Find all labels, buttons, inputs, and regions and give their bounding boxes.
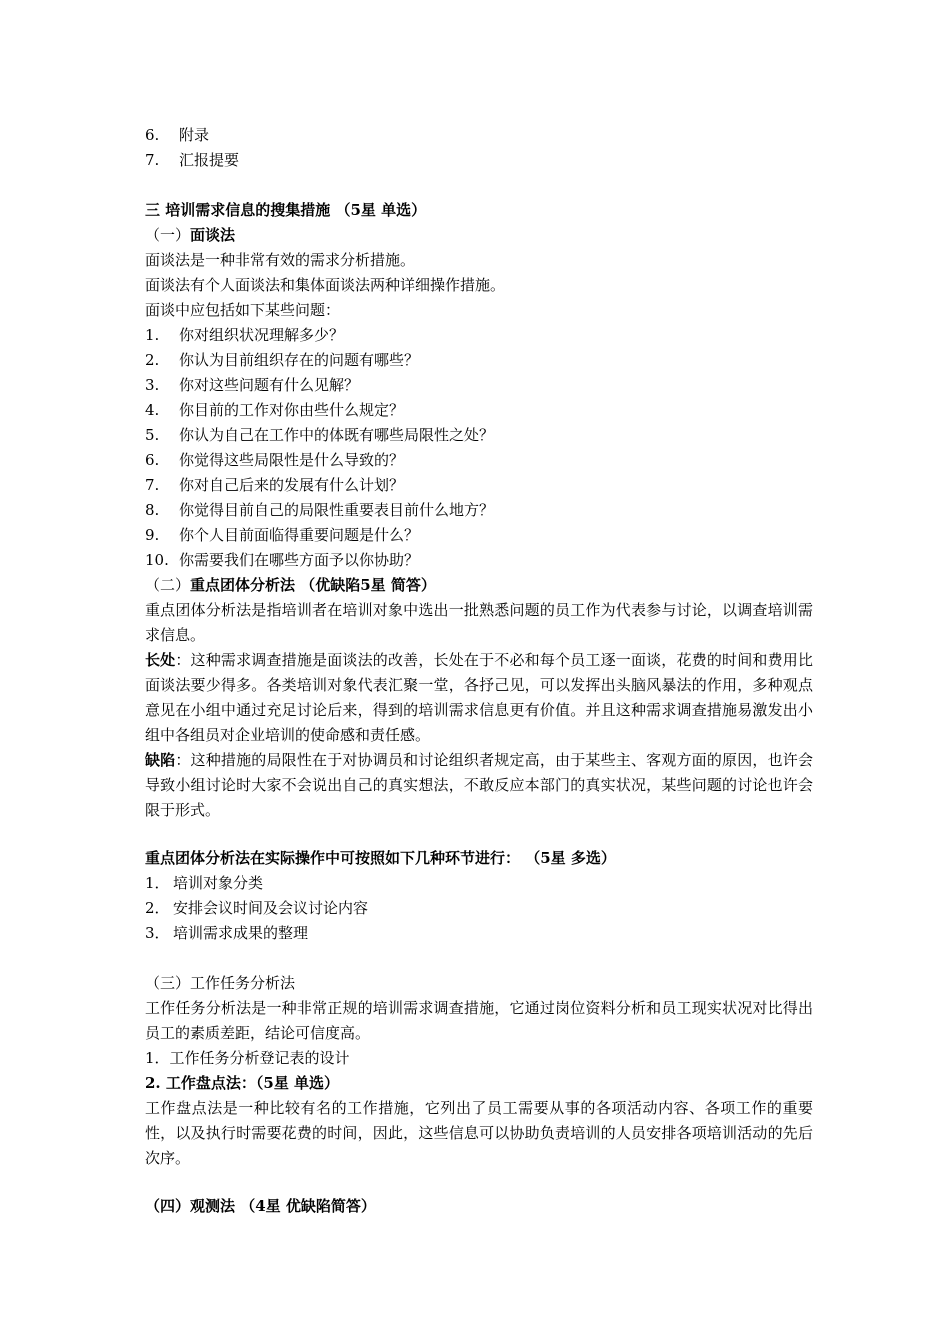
question-text: 你目前的工作对你由些什么规定？ [179, 401, 405, 419]
question-item [145, 448, 815, 473]
question-item [145, 473, 815, 498]
question-text: 你对这些问题有什么见解？ [179, 376, 360, 394]
question-number: 10. [145, 551, 169, 569]
section-heading: 三 培训需求信息的搜集措施 （5星 单选） [145, 201, 427, 219]
pros-text: ：这种需求调查措施是面谈法的改善，长处在于不必和每个员工逐一面谈，花费的时间和费用比面谈法要少得多。各类培训对象代表汇聚一堂，各抒己见，可以发挥出头脑风暴法的作用，多种观点意见在小组中通过充足讨论后来，得到的培训需求信息更有价值。并且这种需求调查措施易激发出小组中各组员对企业培训的使命感和责任感。 [145, 651, 813, 744]
step-item [145, 896, 815, 921]
subsection-heading: （四）观测法 （4星 优缺陷简答） [145, 1197, 376, 1215]
list-number: 6. [145, 126, 160, 144]
question-text: 你认为自己在工作中的体既有哪些局限性之处？ [179, 426, 495, 444]
question-text: 你个人目前面临得重要问题是什么？ [179, 526, 420, 544]
question-item [145, 348, 815, 373]
question-item [145, 398, 815, 423]
step-item [145, 921, 815, 946]
question-number: 8. [145, 501, 160, 519]
paragraph-line: 面谈法有个人面谈法和集体面谈法两种详细操作措施。 [145, 276, 506, 294]
question-number: 4. [145, 401, 160, 419]
question-item [145, 548, 815, 573]
list-item [145, 148, 815, 173]
question-number: 7. [145, 476, 160, 494]
paragraph-line: 面谈法是一种非常有效的需求分析措施。 [145, 251, 416, 269]
step-item [145, 871, 815, 896]
question-item [145, 423, 815, 448]
step-number: 1． [145, 874, 170, 892]
list-number: 7. [145, 151, 160, 169]
question-text: 你觉得这些局限性是什么导致的？ [179, 451, 405, 469]
step-text: 安排会议时间及会议讨论内容 [173, 899, 369, 917]
step-number: 3． [145, 924, 170, 942]
question-item [145, 373, 815, 398]
question-item [145, 498, 815, 523]
step-text: 培训对象分类 [173, 874, 264, 892]
subsection-heading [145, 573, 815, 598]
cons-text: ：这种措施的局限性在于对协调员和讨论组织者规定高，由于某些主、客观方面的原因，也许会导致小组讨论时大家不会说出自己的真实想法，不敢反应本部门的真实状况，某些问题的讨论也许会限于形式。 [145, 751, 813, 819]
paragraph-line: 面谈中应包括如下某些问题： [145, 301, 341, 319]
paragraph: 工作任务分析法是一种非常正规的培训需求调查措施，它通过岗位资料分析和员工现实状况对比得出员工的素质差距，结论可信度高。 [145, 999, 813, 1042]
question-number: 1. [145, 326, 160, 344]
question-text: 你对自己后来的发展有什么计划？ [179, 476, 405, 494]
subsection-title: 重点团体分析法 （优缺陷5星 简答） [190, 576, 436, 594]
question-text: 你需要我们在哪些方面予以你协助？ [179, 551, 420, 569]
item-heading: 2. 工作盘点法：（5星 单选） [145, 1074, 340, 1092]
question-number: 5. [145, 426, 160, 444]
pros-paragraph [145, 648, 813, 748]
list-item [145, 123, 815, 148]
list-text: 附录 [179, 126, 210, 144]
subsection-heading: （三）工作任务分析法 [145, 974, 296, 992]
paragraph: 重点团体分析法是指培训者在培训对象中选出一批熟悉问题的员工作为代表参与讨论，以调查培训需求信息。 [145, 601, 813, 644]
question-item [145, 523, 815, 548]
paragraph: 工作盘点法是一种比较有名的工作措施，它列出了员工需要从事的各项活动内容、各项工作的重要性，以及执行时需要花费的时间，因此，这些信息可以协助负责培训的人员安排各项培训活动的先后次序。 [145, 1099, 813, 1167]
question-number: 9. [145, 526, 160, 544]
question-text: 你认为目前组织存在的问题有哪些？ [179, 351, 420, 369]
list-item: 1．工作任务分析登记表的设计 [145, 1049, 350, 1067]
subsection-title: 面谈法 [190, 226, 236, 244]
list-text: 汇报提要 [179, 151, 240, 169]
cons-paragraph [145, 748, 813, 823]
question-text: 你觉得目前自己的局限性重要表目前什么地方？ [179, 501, 495, 519]
cons-label: 缺陷 [145, 751, 176, 769]
steps-heading: 重点团体分析法在实际操作中可按照如下几种环节进行： （5星 多选） [145, 849, 616, 867]
question-number: 2. [145, 351, 160, 369]
question-number: 3. [145, 376, 160, 394]
question-text: 你对组织状况理解多少？ [179, 326, 345, 344]
step-text: 培训需求成果的整理 [173, 924, 309, 942]
pros-label: 长处 [145, 651, 176, 669]
question-item [145, 323, 815, 348]
question-number: 6. [145, 451, 160, 469]
subsection-heading [145, 223, 815, 248]
subsection-prefix: （一） [145, 226, 191, 244]
step-number: 2． [145, 899, 170, 917]
subsection-prefix: （二） [145, 576, 191, 594]
